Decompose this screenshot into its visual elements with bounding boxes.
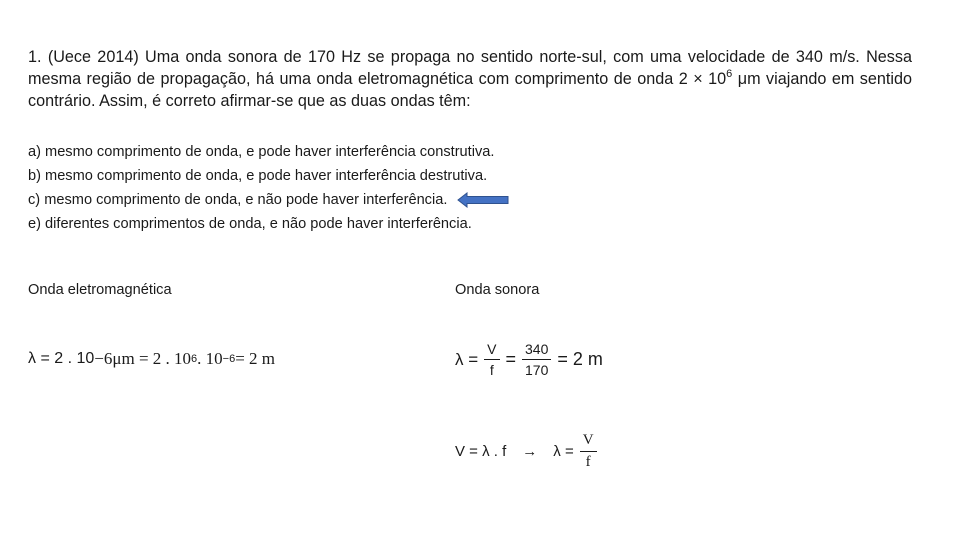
formula-em-mid: . 10: [197, 349, 223, 368]
right-arrow-icon: →: [522, 443, 538, 460]
fraction-v-over-f: [484, 341, 499, 378]
formula-sound-wavelength: [455, 341, 603, 378]
option-b: [28, 164, 509, 188]
question-line-2-unit: μm viajando em: [732, 70, 855, 88]
fraction-denominator: f: [489, 362, 494, 378]
heading-em-wave: Onda eletromagnética: [28, 282, 172, 298]
question-text: [28, 46, 912, 112]
formula-relation: [455, 432, 603, 471]
option-c: [28, 188, 509, 212]
formula-em-lhs: λ = 2 . 10: [28, 350, 95, 367]
option-e: [28, 212, 509, 236]
formula-em-wavelength: λ = 2 . 10 −6 μm = 2 . 10 6 . 10 −6 = 2 m: [28, 349, 276, 368]
fraction-numerator: V: [582, 432, 594, 448]
answer-options: [28, 140, 509, 236]
formula-em-rhs: = 2 m: [235, 349, 276, 368]
fraction-numerator: V: [487, 341, 497, 357]
fraction-bar: [580, 451, 597, 452]
question-line-2-text: mesma região de propagação, há uma onda eletromagnética com comprimento de onda 2 × 10: [28, 70, 727, 88]
option-b-text: b) mesmo comprimento de onda, e pode haver interferência destrutiva.: [28, 168, 488, 184]
formula-sound-rhs: = 2 m: [557, 349, 603, 369]
fraction-340-over-170: [522, 341, 551, 378]
fraction-v-over-f: [580, 432, 597, 471]
question-line-3: sentido contrário. Assim, é correto afirmar-se que as duas ondas têm:: [28, 70, 912, 110]
fraction-bar: [484, 359, 499, 360]
option-a-text: a) mesmo comprimento de onda, e pode haver interferência construtiva.: [28, 144, 495, 160]
fraction-denominator: f: [585, 454, 591, 470]
formula-relation-mid: λ =: [553, 443, 574, 460]
equals-sign: =: [505, 349, 517, 369]
left-arrow-icon: [457, 192, 509, 208]
formula-sound-lhs: λ =: [455, 349, 479, 369]
question-line-1: 1. (Uece 2014) Uma onda sonora de 170 Hz se propaga no sentido norte-sul, com uma velocidade de 340 m/s. Nessa: [28, 48, 912, 66]
fraction-bar: [522, 359, 551, 360]
formula-relation-lhs: V = λ . f: [455, 443, 507, 460]
fraction-numerator: 340: [525, 341, 549, 357]
question-line-2: [28, 70, 854, 88]
option-c-text: c) mesmo comprimento de onda, e não pode haver interferência.: [28, 192, 448, 208]
option-a: [28, 140, 509, 164]
formula-em-unit: μm = 2 . 10: [112, 349, 192, 368]
option-e-text: e) diferentes comprimentos de onda, e não pode haver interferência.: [28, 216, 472, 232]
heading-sound-wave: Onda sonora: [455, 282, 540, 298]
fraction-denominator: 170: [525, 362, 549, 378]
exponent: 6: [726, 68, 733, 80]
